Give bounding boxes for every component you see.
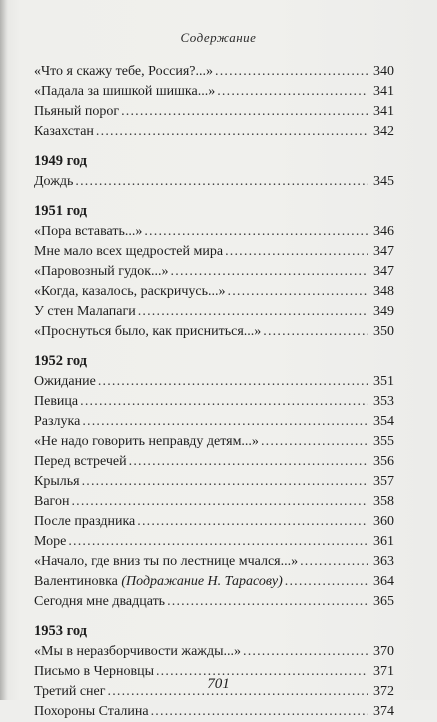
entry-page-number: 345 <box>373 174 394 189</box>
entry-title-text: Третий снег <box>34 684 106 699</box>
dot-leader <box>82 472 368 492</box>
dot-leader <box>228 282 369 302</box>
entry-title-text: Похороны Сталина <box>34 704 149 719</box>
entry-page-number: 364 <box>373 574 394 589</box>
toc-entry <box>34 492 394 512</box>
entry-title <box>34 322 261 342</box>
entry-title-text: Вагон <box>34 494 70 509</box>
entry-title <box>34 282 226 302</box>
year-heading: 1951 год <box>34 203 88 219</box>
dot-leader <box>121 102 368 122</box>
entry-title <box>34 642 241 662</box>
dot-leader <box>138 302 368 322</box>
entry-title <box>34 512 135 532</box>
entry-title-text: Казахстан <box>34 124 94 139</box>
dot-leader <box>151 702 368 722</box>
dot-leader <box>80 392 368 412</box>
year-heading: 1953 год <box>34 623 88 639</box>
entry-title <box>34 472 80 492</box>
entry-title <box>34 702 149 722</box>
dot-leader <box>261 432 368 452</box>
entry-title-text: У стен Малапаги <box>34 304 136 319</box>
toc-entry <box>34 572 394 592</box>
toc-entry <box>34 302 394 322</box>
entry-title-text: «Мы в неразборчивости жажды...» <box>34 644 241 659</box>
dot-leader <box>68 532 368 552</box>
toc-entry <box>34 372 394 392</box>
entry-page-number: 348 <box>373 284 394 299</box>
entry-title-text: Разлука <box>34 414 81 429</box>
entry-title <box>34 392 78 412</box>
year-heading: 1952 год <box>34 353 88 369</box>
entry-title-text: Пьяный порог <box>34 104 120 119</box>
dot-leader <box>129 452 368 472</box>
toc-entry <box>34 552 394 572</box>
entry-title-text: Море <box>34 534 67 549</box>
entry-title-text: Ожидание <box>34 374 96 389</box>
dot-leader <box>217 82 368 102</box>
dot-leader <box>300 552 368 572</box>
dot-leader <box>82 412 368 432</box>
entry-title-text: Крылья <box>34 474 80 489</box>
entry-page-number: 341 <box>373 84 394 99</box>
dot-leader <box>75 172 368 192</box>
toc-entry <box>34 432 394 452</box>
entry-title-text: Певица <box>34 394 79 409</box>
entry-title-text: «Падала за шишкой шишка...» <box>34 84 216 99</box>
entry-title <box>34 122 94 142</box>
toc-entry <box>34 62 394 82</box>
entry-page-number: 360 <box>373 514 394 529</box>
entry-title-text: Сегодня мне двадцать <box>34 594 166 609</box>
toc-entry <box>34 412 394 432</box>
dot-leader <box>171 262 368 282</box>
page-number: 701 <box>207 676 230 692</box>
dot-leader <box>215 62 368 82</box>
entry-page-number: 372 <box>373 684 394 699</box>
entry-title <box>34 222 142 242</box>
entry-title-text: Валентиновка <box>34 574 122 589</box>
entry-page-number: 353 <box>373 394 394 409</box>
entry-title <box>34 242 223 262</box>
section-gap <box>34 142 394 150</box>
dot-leader <box>243 642 368 662</box>
entry-title-text: «Начало, где вниз ты по лестнице мчался...» <box>34 554 299 569</box>
dot-leader <box>263 322 368 342</box>
entry-title-subtitle: (Подражание Н. Тарасову) <box>121 574 283 589</box>
toc-entry <box>34 472 394 492</box>
entry-page-number: 349 <box>373 304 394 319</box>
entry-title <box>34 102 119 122</box>
entry-title-text: «Проснуться было, как присниться...» <box>34 324 262 339</box>
entry-title <box>34 82 215 102</box>
entry-page-number: 363 <box>373 554 394 569</box>
year-heading: 1949 год <box>34 153 88 169</box>
entry-title-text: Письмо в Черновцы <box>34 664 154 679</box>
toc-entry <box>34 262 394 282</box>
entry-title <box>34 262 169 282</box>
dot-leader <box>167 592 368 612</box>
toc-entry <box>34 452 394 472</box>
dot-leader <box>96 122 368 142</box>
entry-page-number: 365 <box>373 594 394 609</box>
toc-entry <box>34 172 394 192</box>
dot-leader <box>225 242 368 262</box>
entry-title-text: Перед встречей <box>34 454 127 469</box>
entry-page-number: 374 <box>373 704 394 719</box>
entry-page-number: 371 <box>373 664 394 679</box>
entry-page-number: 346 <box>373 224 394 239</box>
toc-entry <box>34 512 394 532</box>
toc-entry <box>34 222 394 242</box>
toc-entry <box>34 592 394 612</box>
dot-leader <box>285 572 368 592</box>
entry-title-text: «Паровозный гудок...» <box>34 264 169 279</box>
entry-page-number: 341 <box>373 104 394 119</box>
toc-entry <box>34 642 394 662</box>
section-gap <box>34 612 394 620</box>
entry-page-number: 347 <box>373 244 394 259</box>
dot-leader <box>71 492 368 512</box>
entry-title-text: «Что я скажу тебе, Россия?...» <box>34 64 214 79</box>
dot-leader <box>98 372 368 392</box>
entry-title-text: «Пора вставать...» <box>34 224 143 239</box>
entry-title <box>34 62 213 82</box>
entry-page-number: 355 <box>373 434 394 449</box>
entry-title-text: Дождь <box>34 174 74 189</box>
toc-entry <box>34 122 394 142</box>
entry-title <box>34 592 165 612</box>
entry-title-text: «Не надо говорить неправду детям...» <box>34 434 259 449</box>
entry-title-text: «Когда, казалось, раскричусь...» <box>34 284 226 299</box>
table-of-contents <box>34 62 394 722</box>
toc-entry <box>34 532 394 552</box>
entry-title <box>34 432 259 452</box>
toc-entry <box>34 392 394 412</box>
dot-leader <box>144 222 368 242</box>
entry-page-number: 361 <box>373 534 394 549</box>
entry-title <box>34 452 127 472</box>
entry-page-number: 358 <box>373 494 394 509</box>
entry-page-number: 351 <box>373 374 394 389</box>
spine-shadow <box>0 0 8 700</box>
section-gap <box>34 192 394 200</box>
entry-page-number: 350 <box>373 324 394 339</box>
entry-title <box>34 372 96 392</box>
entry-title-text: После праздника <box>34 514 136 529</box>
toc-entry <box>34 82 394 102</box>
entry-page-number: 347 <box>373 264 394 279</box>
section-gap <box>34 342 394 350</box>
entry-page-number: 354 <box>373 414 394 429</box>
entry-page-number: 340 <box>373 64 394 79</box>
entry-title-text: Мне мало всех щедростей мира <box>34 244 224 259</box>
entry-title <box>34 492 69 512</box>
entry-title <box>34 532 66 552</box>
entry-title <box>34 302 136 322</box>
entry-page-number: 357 <box>373 474 394 489</box>
toc-entry <box>34 322 394 342</box>
entry-page-number: 356 <box>373 454 394 469</box>
entry-title <box>34 412 80 432</box>
toc-entry <box>34 702 394 722</box>
toc-entry <box>34 102 394 122</box>
entry-page-number: 342 <box>373 124 394 139</box>
dot-leader <box>137 512 368 532</box>
entry-title <box>34 572 283 592</box>
entry-title <box>34 552 298 572</box>
running-head: Содержание <box>180 30 257 45</box>
entry-title <box>34 172 73 192</box>
toc-entry <box>34 242 394 262</box>
toc-entry <box>34 282 394 302</box>
entry-page-number: 370 <box>373 644 394 659</box>
